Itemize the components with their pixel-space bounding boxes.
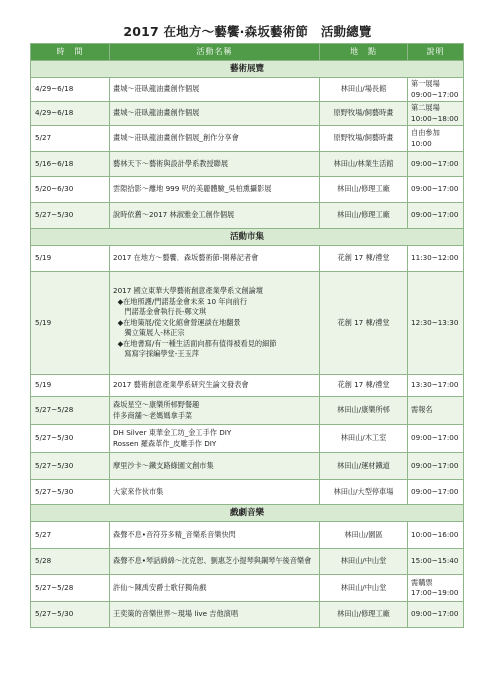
row-note <box>408 575 464 602</box>
row-event-name <box>110 177 320 203</box>
row-event-name <box>110 375 320 397</box>
row-date: 5/27~5/28 <box>31 575 110 602</box>
row-date: 5/27~5/30 <box>31 203 110 229</box>
table-header-row <box>31 44 464 61</box>
note-line: 09:00~17:00 <box>411 460 459 470</box>
note-line: 10:00~18:00 <box>411 113 459 123</box>
row-location: 花創 17 棟/禮堂 <box>320 375 408 397</box>
row-date: 5/20~6/30 <box>31 177 110 203</box>
event-name-line: 2017 國立東華大學藝術創意產業學系文創論壇 <box>113 286 263 296</box>
note-line: 10:00 <box>411 138 432 148</box>
table-row <box>31 549 464 575</box>
event-name-line: 雲隙拾影～離地 999 呎的美麗體驗_吳柏熏攝影展 <box>113 184 272 194</box>
row-event-name <box>110 152 320 177</box>
row-note <box>408 152 464 177</box>
table-row <box>31 78 464 102</box>
row-date: 4/29~6/18 <box>31 78 110 102</box>
event-name-line: 藝林天下～藝術與設計學系教授聯展 <box>113 158 229 168</box>
event-name-line: 伴多商舖～老媽媽拿手菜 <box>113 410 193 420</box>
row-location: 花創 17 棟/禮堂 <box>320 272 408 375</box>
row-event-name <box>110 602 320 628</box>
event-name-line: 說時依舊～2017 林淑雅金工創作個展 <box>113 210 235 220</box>
note-line: 15:00~15:40 <box>411 556 459 566</box>
section-title: 活動市集 <box>31 229 464 246</box>
note-line: 09:00~17:00 <box>411 89 459 99</box>
row-location: 林田山/中山堂 <box>320 549 408 575</box>
table-row <box>31 102 464 126</box>
event-name-line: 門諾基金會執行長-鄭文琪 <box>113 307 207 317</box>
row-note <box>408 549 464 575</box>
event-name-line: 畫城～莊臥龍油畫創作個展_創作分享會 <box>113 133 239 143</box>
row-event-name <box>110 522 320 549</box>
row-location: 原野牧場/飼藝時畫 <box>320 102 408 126</box>
row-date: 5/27 <box>31 126 110 152</box>
row-location: 林田山/康樂所邨 <box>320 397 408 425</box>
row-location: 林田山/運材鐵道 <box>320 453 408 480</box>
header-time: 時 間 <box>31 44 110 61</box>
note-line: 11:30~12:00 <box>411 253 459 263</box>
row-location: 原野牧場/飼藝時畫 <box>320 126 408 152</box>
schedule-table <box>30 43 464 628</box>
row-location: 林田山/中山堂 <box>320 575 408 602</box>
event-name-line: ◆在地策展/從文化館會營運談在地翻景 <box>113 317 241 327</box>
row-location: 林田山/場長館 <box>320 78 408 102</box>
event-name-line: 獨立策展人-林正宗 <box>113 328 185 338</box>
event-name-line: 森聲不息•音符芬多精_音樂系音樂快閃 <box>113 529 236 539</box>
page-title: 2017 在地方～藝饗·森坂藝術節 活動總覽 <box>123 24 372 39</box>
section-title: 戲劇音樂 <box>31 505 464 522</box>
row-date: 5/28 <box>31 549 110 575</box>
event-name-line: Rossen 羅森革作_皮雕手作 DIY <box>113 438 217 448</box>
row-event-name <box>110 549 320 575</box>
note-line: 09:00~17:00 <box>411 158 459 168</box>
event-name-line: DH Silver 東華金工坊_金工手作 DIY <box>113 428 232 437</box>
event-name-line: 森聲不息•琴話綿綿～沈克恕、劉惠芝小提琴與鋼琴午後音樂會 <box>113 556 312 566</box>
row-event-name <box>110 575 320 602</box>
event-name-line: ◆在地照護/門諾基金會未來 10 年向前行 <box>113 296 248 306</box>
note-line: 需購票 <box>411 577 433 587</box>
row-date: 4/29~6/18 <box>31 102 110 126</box>
row-event-name <box>110 397 320 425</box>
note-line: 09:00~17:00 <box>411 609 459 619</box>
row-note <box>408 78 464 102</box>
event-name-line: 2017 在地方～藝饗．森坂藝術節-開幕記者會 <box>113 253 259 263</box>
section-title: 藝術展覽 <box>31 61 464 78</box>
row-event-name <box>110 102 320 126</box>
row-note <box>408 102 464 126</box>
row-date: 5/16~6/18 <box>31 152 110 177</box>
row-note <box>408 126 464 152</box>
section-header-row <box>31 61 464 78</box>
note-line: 09:00~17:00 <box>411 433 459 443</box>
table-row <box>31 522 464 549</box>
table-row <box>31 602 464 628</box>
row-note <box>408 246 464 272</box>
row-note <box>408 480 464 505</box>
event-name-line: 寫寫字採編學堂-王玉萍 <box>113 349 199 359</box>
event-name-line: 許仙～陳禹安爵士歌仔獨角戲 <box>113 582 207 592</box>
table-body <box>31 61 464 628</box>
note-line: 17:00~19:00 <box>411 588 459 597</box>
table-row <box>31 203 464 229</box>
row-date: 5/27 <box>31 522 110 549</box>
table-row <box>31 375 464 397</box>
table-row <box>31 425 464 453</box>
row-location: 林田山/修理工廠 <box>320 177 408 203</box>
note-line: 第一展場 <box>411 79 440 88</box>
event-name-line: 森坂星空～康樂所邨野餐趣 <box>113 400 200 409</box>
row-date: 5/27~5/30 <box>31 480 110 505</box>
note-line: 13:30~17:00 <box>411 380 459 390</box>
row-note <box>408 602 464 628</box>
row-note <box>408 425 464 453</box>
table-row <box>31 152 464 177</box>
row-event-name <box>110 272 320 375</box>
row-note <box>408 272 464 375</box>
header-note: 說明 <box>408 44 464 61</box>
table-row <box>31 453 464 480</box>
row-note <box>408 375 464 397</box>
row-note <box>408 453 464 480</box>
row-event-name <box>110 453 320 480</box>
event-name-line: 畫城～莊臥龍油畫創作個展 <box>113 84 200 94</box>
note-line: 09:00~17:00 <box>411 210 459 220</box>
table-row <box>31 126 464 152</box>
event-name-line: 大家來作伙市集 <box>113 486 164 496</box>
row-date: 5/19 <box>31 272 110 375</box>
note-line: 自由參加 <box>411 128 440 137</box>
note-line: 需報名 <box>411 405 433 415</box>
row-date: 5/19 <box>31 246 110 272</box>
event-name-line: 2017 藝術創意產業學系研究生論文發表會 <box>113 380 249 390</box>
event-name-line: 畫城～莊臥龍油畫創作個展 <box>113 108 200 118</box>
header-location: 地 點 <box>320 44 408 61</box>
row-location: 林田山/修理工廠 <box>320 203 408 229</box>
table-row <box>31 480 464 505</box>
note-line: 10:00~16:00 <box>411 529 459 539</box>
row-event-name <box>110 425 320 453</box>
row-event-name <box>110 480 320 505</box>
row-event-name <box>110 246 320 272</box>
section-header-row <box>31 229 464 246</box>
note-line: 09:00~17:00 <box>411 184 459 194</box>
row-event-name <box>110 126 320 152</box>
section-header-row <box>31 505 464 522</box>
row-location: 花創 17 棟/禮堂 <box>320 246 408 272</box>
header-name: 活動名稱 <box>110 44 320 61</box>
row-date: 5/27~5/30 <box>31 425 110 453</box>
row-date: 5/19 <box>31 375 110 397</box>
row-event-name <box>110 78 320 102</box>
row-date: 5/27~5/28 <box>31 397 110 425</box>
event-name-line: ◆在地書寫/有一種生活面向都有值得被看見的細節 <box>113 338 277 348</box>
row-event-name <box>110 203 320 229</box>
table-row <box>31 397 464 425</box>
table-row <box>31 575 464 602</box>
row-location: 林田山/林業生活館 <box>320 152 408 177</box>
row-note <box>408 522 464 549</box>
row-location: 林田山/大型停車場 <box>320 480 408 505</box>
row-note <box>408 397 464 425</box>
table-row <box>31 272 464 375</box>
row-note <box>408 177 464 203</box>
event-name-line: 王奕策的音樂世界～現場 live 吉他演唱 <box>113 609 239 619</box>
row-date: 5/27~5/30 <box>31 602 110 628</box>
note-line: 第二展場 <box>411 103 440 112</box>
table-row <box>31 177 464 203</box>
row-location: 林田山/修理工廠 <box>320 602 408 628</box>
row-date: 5/27~5/30 <box>31 453 110 480</box>
row-location: 林田山/園區 <box>320 522 408 549</box>
event-name-line: 摩里沙卡～鐵支路綠園文創市集 <box>113 460 214 470</box>
row-location: 林田山/木工室 <box>320 425 408 453</box>
note-line: 09:00~17:00 <box>411 486 459 496</box>
note-line: 12:30~13:30 <box>411 317 459 327</box>
table-row <box>31 246 464 272</box>
row-note <box>408 203 464 229</box>
